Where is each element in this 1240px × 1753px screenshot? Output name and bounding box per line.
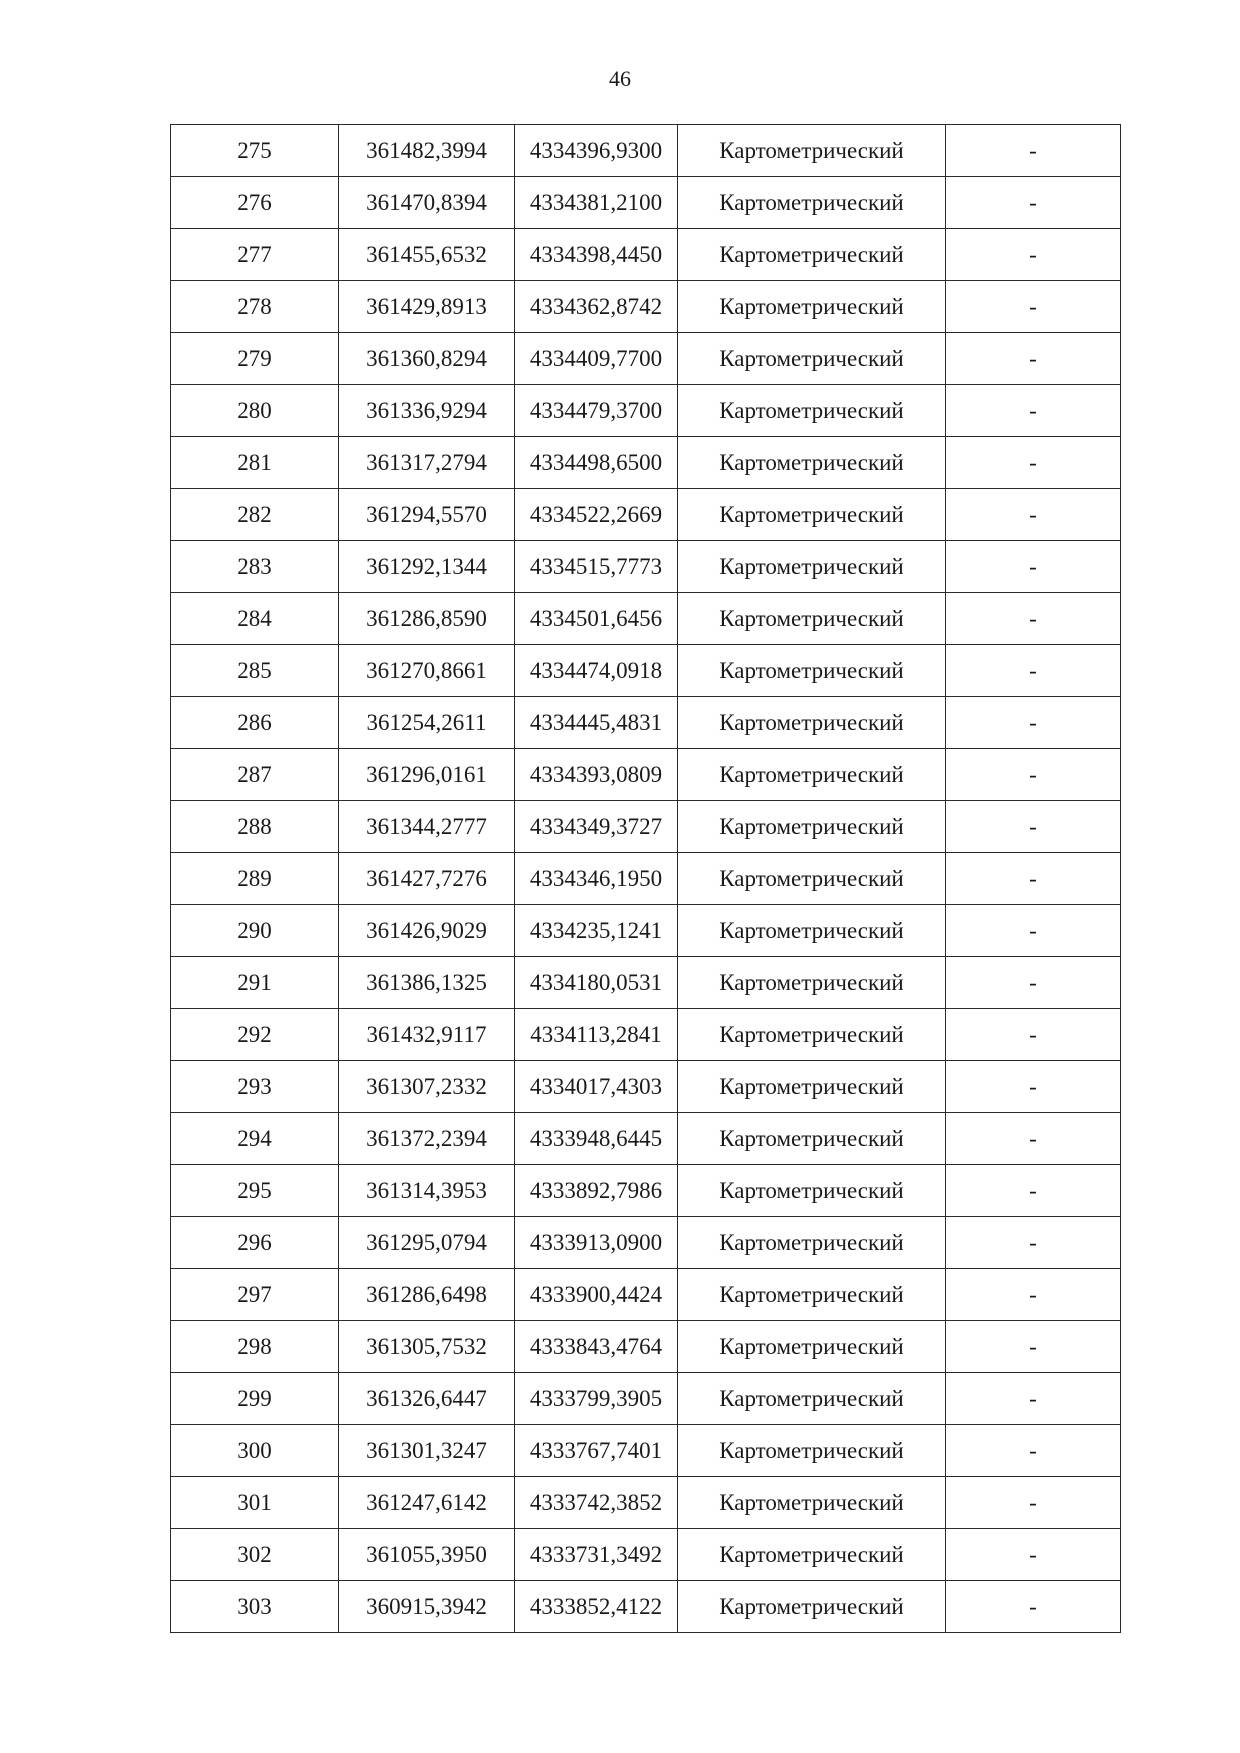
y-coordinate-cell: 4334235,1241 <box>515 905 678 957</box>
note-cell: - <box>946 957 1121 1009</box>
coordinates-table <box>170 124 1121 1633</box>
method-cell: Картометрический <box>678 1373 946 1425</box>
y-coordinate-cell: 4334398,4450 <box>515 229 678 281</box>
note-cell: - <box>946 125 1121 177</box>
y-coordinate-cell: 4334346,1950 <box>515 853 678 905</box>
x-coordinate-cell: 361360,8294 <box>339 333 515 385</box>
x-coordinate-cell: 361301,3247 <box>339 1425 515 1477</box>
method-cell: Картометрический <box>678 593 946 645</box>
note-cell: - <box>946 1373 1121 1425</box>
x-coordinate-cell: 361286,8590 <box>339 593 515 645</box>
note-cell: - <box>946 593 1121 645</box>
point-number-cell: 275 <box>171 125 339 177</box>
method-cell: Картометрический <box>678 1477 946 1529</box>
x-coordinate-cell: 361372,2394 <box>339 1113 515 1165</box>
y-coordinate-cell: 4334349,3727 <box>515 801 678 853</box>
method-cell: Картометрический <box>678 905 946 957</box>
method-cell: Картометрический <box>678 749 946 801</box>
x-coordinate-cell: 361305,7532 <box>339 1321 515 1373</box>
x-coordinate-cell: 361270,8661 <box>339 645 515 697</box>
y-coordinate-cell: 4333767,7401 <box>515 1425 678 1477</box>
y-coordinate-cell: 4334501,6456 <box>515 593 678 645</box>
coordinates-table-body <box>171 125 1121 1633</box>
x-coordinate-cell: 361455,6532 <box>339 229 515 281</box>
point-number-cell: 299 <box>171 1373 339 1425</box>
y-coordinate-cell: 4334409,7700 <box>515 333 678 385</box>
note-cell: - <box>946 1425 1121 1477</box>
note-cell: - <box>946 905 1121 957</box>
y-coordinate-cell: 4334522,2669 <box>515 489 678 541</box>
point-number-cell: 289 <box>171 853 339 905</box>
table-row <box>171 1165 1121 1217</box>
point-number-cell: 285 <box>171 645 339 697</box>
method-cell: Картометрический <box>678 1321 946 1373</box>
note-cell: - <box>946 385 1121 437</box>
x-coordinate-cell: 361294,5570 <box>339 489 515 541</box>
note-cell: - <box>946 1061 1121 1113</box>
table-row <box>171 801 1121 853</box>
table-row <box>171 697 1121 749</box>
x-coordinate-cell: 361336,9294 <box>339 385 515 437</box>
method-cell: Картометрический <box>678 1009 946 1061</box>
x-coordinate-cell: 361482,3994 <box>339 125 515 177</box>
table-row <box>171 177 1121 229</box>
x-coordinate-cell: 361247,6142 <box>339 1477 515 1529</box>
point-number-cell: 286 <box>171 697 339 749</box>
table-row <box>171 1113 1121 1165</box>
x-coordinate-cell: 361295,0794 <box>339 1217 515 1269</box>
y-coordinate-cell: 4333852,4122 <box>515 1581 678 1633</box>
table-row <box>171 333 1121 385</box>
method-cell: Картометрический <box>678 281 946 333</box>
y-coordinate-cell: 4334479,3700 <box>515 385 678 437</box>
note-cell: - <box>946 1477 1121 1529</box>
point-number-cell: 282 <box>171 489 339 541</box>
point-number-cell: 290 <box>171 905 339 957</box>
note-cell: - <box>946 333 1121 385</box>
y-coordinate-cell: 4334445,4831 <box>515 697 678 749</box>
point-number-cell: 294 <box>171 1113 339 1165</box>
point-number-cell: 300 <box>171 1425 339 1477</box>
x-coordinate-cell: 361344,2777 <box>339 801 515 853</box>
point-number-cell: 291 <box>171 957 339 1009</box>
method-cell: Картометрический <box>678 853 946 905</box>
x-coordinate-cell: 361286,6498 <box>339 1269 515 1321</box>
table-row <box>171 853 1121 905</box>
method-cell: Картометрический <box>678 1165 946 1217</box>
note-cell: - <box>946 541 1121 593</box>
y-coordinate-cell: 4334362,8742 <box>515 281 678 333</box>
method-cell: Картометрический <box>678 1061 946 1113</box>
table-row <box>171 1009 1121 1061</box>
method-cell: Картометрический <box>678 177 946 229</box>
point-number-cell: 277 <box>171 229 339 281</box>
table-row <box>171 281 1121 333</box>
method-cell: Картометрический <box>678 645 946 697</box>
x-coordinate-cell: 361254,2611 <box>339 697 515 749</box>
table-row <box>171 593 1121 645</box>
point-number-cell: 288 <box>171 801 339 853</box>
table-row <box>171 1061 1121 1113</box>
y-coordinate-cell: 4333742,3852 <box>515 1477 678 1529</box>
x-coordinate-cell: 361427,7276 <box>339 853 515 905</box>
method-cell: Картометрический <box>678 1113 946 1165</box>
y-coordinate-cell: 4334113,2841 <box>515 1009 678 1061</box>
method-cell: Картометрический <box>678 957 946 1009</box>
table-row <box>171 905 1121 957</box>
note-cell: - <box>946 1529 1121 1581</box>
table-row <box>171 1425 1121 1477</box>
y-coordinate-cell: 4334381,2100 <box>515 177 678 229</box>
note-cell: - <box>946 177 1121 229</box>
table-row <box>171 1321 1121 1373</box>
y-coordinate-cell: 4334017,4303 <box>515 1061 678 1113</box>
point-number-cell: 293 <box>171 1061 339 1113</box>
table-row <box>171 749 1121 801</box>
note-cell: - <box>946 749 1121 801</box>
point-number-cell: 302 <box>171 1529 339 1581</box>
y-coordinate-cell: 4334515,7773 <box>515 541 678 593</box>
table-row <box>171 645 1121 697</box>
note-cell: - <box>946 1165 1121 1217</box>
note-cell: - <box>946 1269 1121 1321</box>
point-number-cell: 283 <box>171 541 339 593</box>
note-cell: - <box>946 1581 1121 1633</box>
method-cell: Картометрический <box>678 541 946 593</box>
method-cell: Картометрический <box>678 1269 946 1321</box>
y-coordinate-cell: 4334498,6500 <box>515 437 678 489</box>
point-number-cell: 295 <box>171 1165 339 1217</box>
table-row <box>171 125 1121 177</box>
note-cell: - <box>946 853 1121 905</box>
note-cell: - <box>946 801 1121 853</box>
x-coordinate-cell: 361292,1344 <box>339 541 515 593</box>
x-coordinate-cell: 361470,8394 <box>339 177 515 229</box>
x-coordinate-cell: 361296,0161 <box>339 749 515 801</box>
note-cell: - <box>946 1113 1121 1165</box>
note-cell: - <box>946 489 1121 541</box>
method-cell: Картометрический <box>678 489 946 541</box>
y-coordinate-cell: 4334180,0531 <box>515 957 678 1009</box>
method-cell: Картометрический <box>678 1425 946 1477</box>
y-coordinate-cell: 4333913,0900 <box>515 1217 678 1269</box>
note-cell: - <box>946 437 1121 489</box>
table-row <box>171 541 1121 593</box>
page-number: 46 <box>609 66 631 91</box>
point-number-cell: 278 <box>171 281 339 333</box>
x-coordinate-cell: 361055,3950 <box>339 1529 515 1581</box>
table-row <box>171 1529 1121 1581</box>
x-coordinate-cell: 361314,3953 <box>339 1165 515 1217</box>
x-coordinate-cell: 361426,9029 <box>339 905 515 957</box>
table-row <box>171 385 1121 437</box>
point-number-cell: 296 <box>171 1217 339 1269</box>
y-coordinate-cell: 4334474,0918 <box>515 645 678 697</box>
note-cell: - <box>946 1321 1121 1373</box>
x-coordinate-cell: 361317,2794 <box>339 437 515 489</box>
x-coordinate-cell: 361429,8913 <box>339 281 515 333</box>
point-number-cell: 297 <box>171 1269 339 1321</box>
table-row <box>171 1477 1121 1529</box>
y-coordinate-cell: 4333892,7986 <box>515 1165 678 1217</box>
x-coordinate-cell: 361326,6447 <box>339 1373 515 1425</box>
y-coordinate-cell: 4333948,6445 <box>515 1113 678 1165</box>
table-row <box>171 1217 1121 1269</box>
table-row <box>171 1373 1121 1425</box>
method-cell: Картометрический <box>678 1581 946 1633</box>
method-cell: Картометрический <box>678 333 946 385</box>
table-row <box>171 229 1121 281</box>
method-cell: Картометрический <box>678 385 946 437</box>
point-number-cell: 276 <box>171 177 339 229</box>
y-coordinate-cell: 4333731,3492 <box>515 1529 678 1581</box>
table-row <box>171 1581 1121 1633</box>
point-number-cell: 301 <box>171 1477 339 1529</box>
method-cell: Картометрический <box>678 1529 946 1581</box>
x-coordinate-cell: 361386,1325 <box>339 957 515 1009</box>
method-cell: Картометрический <box>678 437 946 489</box>
point-number-cell: 287 <box>171 749 339 801</box>
x-coordinate-cell: 360915,3942 <box>339 1581 515 1633</box>
y-coordinate-cell: 4334396,9300 <box>515 125 678 177</box>
note-cell: - <box>946 1009 1121 1061</box>
note-cell: - <box>946 1217 1121 1269</box>
table-row <box>171 957 1121 1009</box>
method-cell: Картометрический <box>678 229 946 281</box>
method-cell: Картометрический <box>678 1217 946 1269</box>
point-number-cell: 280 <box>171 385 339 437</box>
point-number-cell: 279 <box>171 333 339 385</box>
note-cell: - <box>946 645 1121 697</box>
y-coordinate-cell: 4333900,4424 <box>515 1269 678 1321</box>
y-coordinate-cell: 4333843,4764 <box>515 1321 678 1373</box>
point-number-cell: 281 <box>171 437 339 489</box>
table-row <box>171 489 1121 541</box>
point-number-cell: 298 <box>171 1321 339 1373</box>
point-number-cell: 284 <box>171 593 339 645</box>
table-row <box>171 1269 1121 1321</box>
point-number-cell: 303 <box>171 1581 339 1633</box>
y-coordinate-cell: 4333799,3905 <box>515 1373 678 1425</box>
method-cell: Картометрический <box>678 801 946 853</box>
y-coordinate-cell: 4334393,0809 <box>515 749 678 801</box>
x-coordinate-cell: 361307,2332 <box>339 1061 515 1113</box>
point-number-cell: 292 <box>171 1009 339 1061</box>
note-cell: - <box>946 697 1121 749</box>
note-cell: - <box>946 229 1121 281</box>
table-row <box>171 437 1121 489</box>
x-coordinate-cell: 361432,9117 <box>339 1009 515 1061</box>
method-cell: Картометрический <box>678 697 946 749</box>
note-cell: - <box>946 281 1121 333</box>
method-cell: Картометрический <box>678 125 946 177</box>
